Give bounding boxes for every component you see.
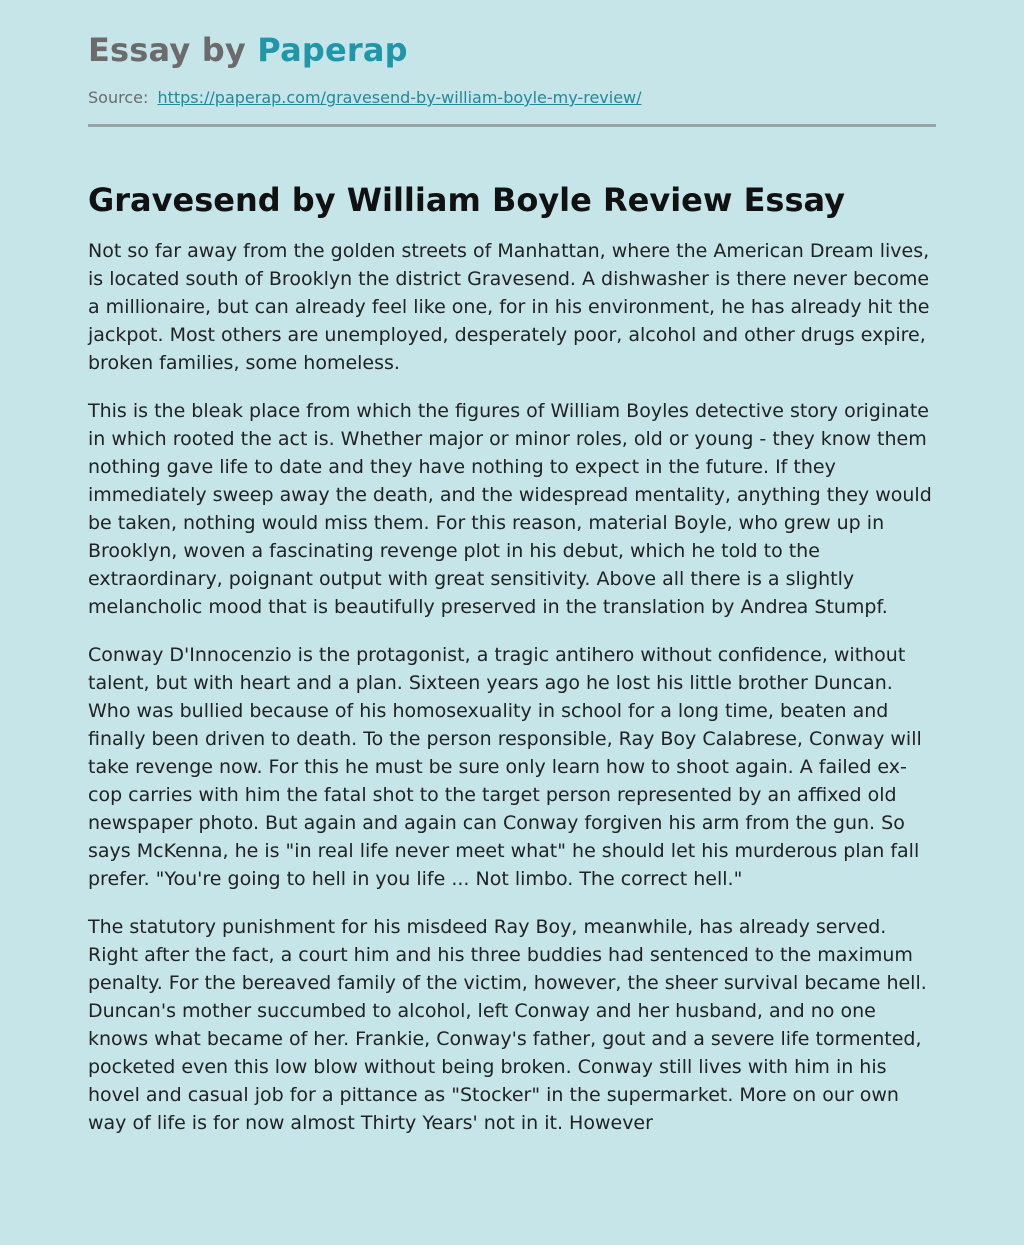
header-divider	[88, 124, 936, 127]
brand-name: Paperap	[257, 31, 408, 69]
essay-page	[88, 0, 936, 1137]
source-label: Source:	[88, 88, 149, 107]
essay-paragraph: This is the bleak place from which the figures of William Boyles detective story originate in which rooted the act is. Whether major or minor roles, old or young - they know them nothing gave life to date and they have nothing to expect in the future. If they immediately sweep away the death, and the widespread mentality, anything they would be taken, nothing would miss them. For this reason, material Boyle, who grew up in Brooklyn, woven a fascinating revenge plot in his debut, which he told to the extraordinary, poignant output with great sensitivity. Above all there is a slightly melancholic mood that is beautifully preserved in the translation by Andrea Stumpf.	[88, 400, 932, 618]
essay-paragraph: Not so far away from the golden streets of Manhattan, where the American Dream lives, is located south of Brooklyn the district Gravesend. A dishwasher is there never become a millionaire, but can already feel like one, for in his environment, he has already hit the jackpot. Most others are unemployed, desperately poor, alcohol and other drugs expire, broken families, some homeless.	[88, 240, 930, 374]
source-line	[88, 88, 936, 108]
site-brand[interactable]	[88, 0, 936, 70]
essay-body	[88, 237, 936, 1137]
source-link[interactable]: https://paperap.com/gravesend-by-william-boyle-my-review/	[157, 88, 642, 107]
essay-paragraph: The statutory punishment for his misdeed Ray Boy, meanwhile, has already served. Right after the fact, a court him and his three buddies had sentenced to the maximum penalty. For the bereaved family of the victim, however, the sheer survival became hell. Duncan's mother succumbed to alcohol, left Conway and her husband, and no one knows what became of her. Frankie, Conway's father, gout and a severe life tormented, pocketed even this low blow without being broken. Conway still lives with him in his hovel and casual job for a pittance as "Stocker" in the supermarket. More on our own way of life is for now almost Thirty Years' not in it. However	[88, 916, 927, 1134]
essay-paragraph: Conway D'Innocenzio is the protagonist, a tragic antihero without confidence, without talent, but with heart and a plan. Sixteen years ago he lost his little brother Duncan. Who was bullied because of his homosexuality in school for a long time, beaten and finally been driven to death. To the person responsible, Ray Boy Calabrese, Conway will take revenge now. For this he must be sure only learn how to shoot again. A failed ex-cop carries with him the fatal shot to the target person represented by an affixed old newspaper photo. But again and again can Conway forgiven his arm from the gun. So says McKenna, he is "in real life never meet what" he should let his murderous plan fall prefer. "You're going to hell in you life ... Not limbo. The correct hell."	[88, 644, 922, 890]
brand-prefix: Essay by	[88, 31, 258, 69]
essay-title: Gravesend by William Boyle Review Essay	[88, 181, 845, 219]
